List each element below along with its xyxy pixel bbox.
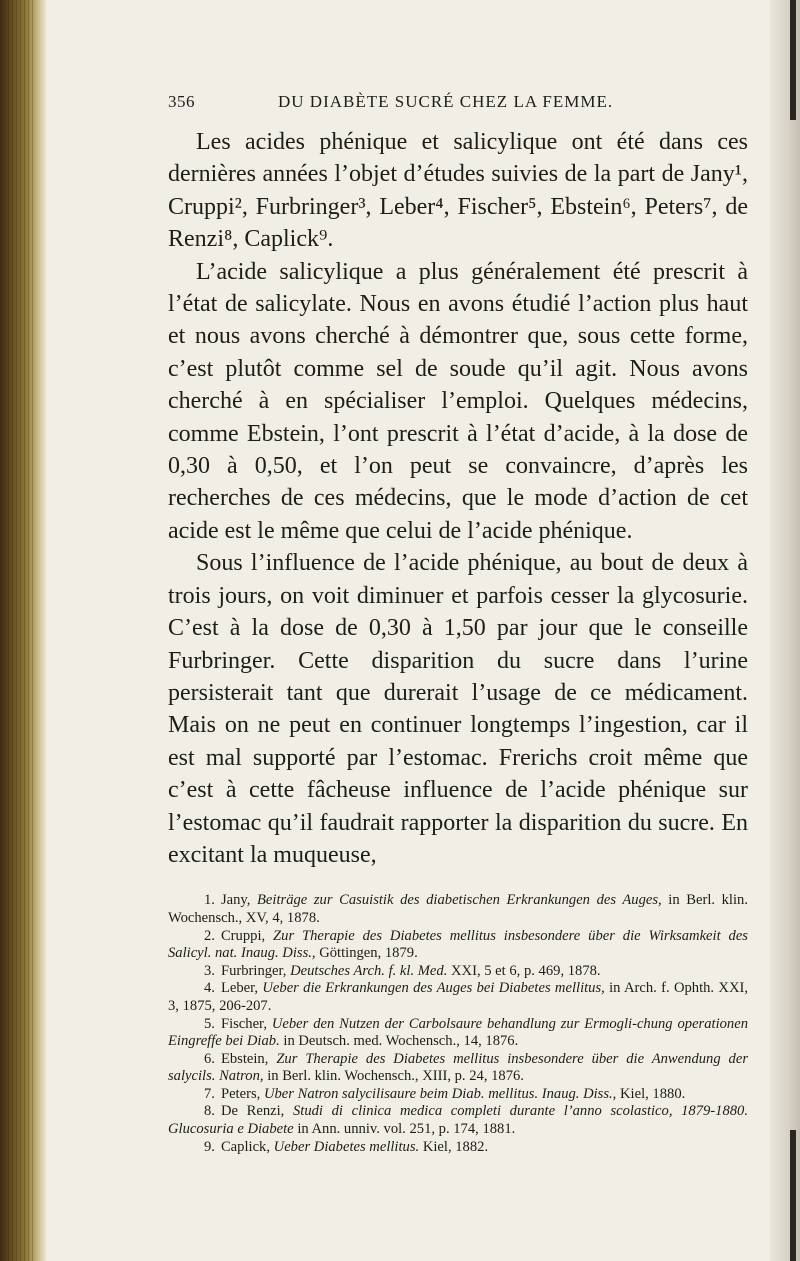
- footnote-number: 6.: [204, 1050, 215, 1067]
- footnote-title: Ueber den Nutzen der Carbolsaure behandlung zur Ermogli-chung operationen Eingreffe bei Diab.: [168, 1015, 748, 1050]
- footnote-number: 7.: [204, 1085, 215, 1102]
- footnote-author: Caplick,: [220, 1138, 270, 1155]
- footnote-number: 8.: [204, 1103, 215, 1120]
- footnote-source: in Ann. unniv. vol. 251, p. 174, 1881.: [297, 1121, 516, 1138]
- footnote: [168, 1086, 748, 1104]
- footnote-source: in Deutsch. med. Wochensch., 14, 1876.: [283, 1033, 519, 1050]
- footnote-author: De Renzi,: [220, 1103, 285, 1120]
- footnote-source: Göttingen, 1879.: [319, 945, 418, 962]
- edge-shadow: [790, 0, 796, 120]
- footnote-author: Cruppi,: [220, 927, 266, 944]
- footnote-source: Kiel, 1882.: [422, 1138, 489, 1155]
- footnote-source: in Berl. klin. Wochensch., XV, 4, 1878.: [168, 892, 748, 926]
- footnote: [168, 1051, 748, 1086]
- footnotes: [168, 892, 748, 1156]
- footnote-author: Fischer,: [220, 1015, 267, 1032]
- edge-shadow: [790, 1130, 796, 1261]
- footnote: [168, 963, 748, 981]
- page-right-edge: [770, 0, 800, 1261]
- footnote: [168, 1103, 748, 1138]
- paragraph: L’acide salicylique a plus généralement été prescrit à l’état de salicylate. Nous en avons étudié l’action plus haut et nous avons cherché à démontrer que, sous cette forme, c’est plutôt comme sel de soude qu’il agit. Nous avons cherché à en spécialiser l’emploi. Quelques médecins, comme Ebstein, l’ont prescrit à l’état d’acide, à la dose de 0,30 à 0,50, et l’on peut se convaincre, d’après les recherches de ces médecins, que le mode d’action de cet acide est le même que celui de l’acide phénique.: [168, 258, 748, 544]
- paragraph: Les acides phénique et salicylique ont été dans ces dernières années l’objet d’études suivies de la part de Jany¹, Cruppi², Furbringer³, Leber⁴, Fischer⁵, Ebstein⁶, Peters⁷, de Renzi⁸, Caplick⁹.: [168, 129, 748, 253]
- footnote-title: Ueber Diabetes mellitus.: [273, 1138, 420, 1155]
- footnote-number: 2.: [204, 927, 215, 944]
- footnote: [168, 980, 748, 1015]
- footnote-number: 5.: [204, 1015, 215, 1032]
- footnote: [168, 1139, 748, 1157]
- footnote: [168, 1016, 748, 1051]
- paragraph: Sous l’influence de l’acide phénique, au bout de deux à trois jours, on voit diminuer et parfois cesser la glycosurie. C’est à la dose de 0,30 à 1,50 par jour que le conseille Furbringer. Cette disparition du sucre dans l’urine persisterait tant que durerait l’usage de ce médicament. Mais on ne peut en continuer longtemps l’ingestion, car il est mal supporté par l’estomac. Frerichs croit même que c’est à cette fâcheuse influence de l’acide phénique sur l’estomac qu’il faudrait rapporter la disparition du sucre. En excitant la muqueuse,: [168, 550, 748, 868]
- footnote-author: Leber,: [220, 980, 259, 997]
- footnote-author: Furbringer,: [220, 962, 287, 979]
- footnote: [168, 892, 748, 927]
- footnote-title: Ueber die Erkrankungen des Auges bei Diabetes mellitus,: [262, 980, 605, 997]
- footnote-number: 3.: [204, 962, 215, 979]
- main-text: [168, 126, 748, 871]
- footnote-number: 9.: [204, 1138, 215, 1155]
- footnote-number: 4.: [204, 980, 215, 997]
- running-title: DU DIABÈTE SUCRÉ CHEZ LA FEMME.: [278, 92, 614, 111]
- footnote-author: Jany,: [220, 892, 251, 909]
- page-header: [168, 88, 748, 116]
- footnote-title: Beiträge zur Casuistik des diabetischen Erkrankungen des Auges,: [257, 892, 662, 909]
- footnote-title: Deutsches Arch. f. kl. Med.: [290, 962, 448, 979]
- footnote-source: XXI, 5 et 6, p. 469, 1878.: [451, 962, 601, 979]
- page-number: 356: [168, 92, 195, 111]
- footnote-author: Peters,: [220, 1085, 261, 1102]
- footnote-number: 1.: [204, 892, 215, 909]
- footnote-title: Studi di clinica medica completi durante l’anno scolastico, 1879-1880. Glucosuria e Diabete: [168, 1103, 749, 1138]
- footnote-author: Ebstein,: [220, 1050, 269, 1067]
- footnote-source: in Berl. klin. Wochensch., XIII, p. 24, 1876.: [267, 1068, 524, 1085]
- footnote-source: Kiel, 1880.: [620, 1085, 686, 1102]
- book-page: [168, 88, 748, 1156]
- footnote: [168, 928, 748, 963]
- footnote-title: Uber Natron salycilisaure beim Diab. mellitus. Inaug. Diss.,: [263, 1085, 617, 1102]
- footnote-source: in Arch. f. Ophth. XXI, 3, 1875, 206-207.: [168, 980, 748, 1014]
- footnote-title: Zur Therapie des Diabetes mellitus insbesondere über die Wirksamkeit des Salicyl. nat. Inaug. Diss.,: [168, 927, 748, 962]
- footnote-title: Zur Therapie des Diabetes mellitus insbesondere über die Anwendung der salycils. Natron,: [168, 1050, 748, 1085]
- binding-texture: [8, 0, 34, 1261]
